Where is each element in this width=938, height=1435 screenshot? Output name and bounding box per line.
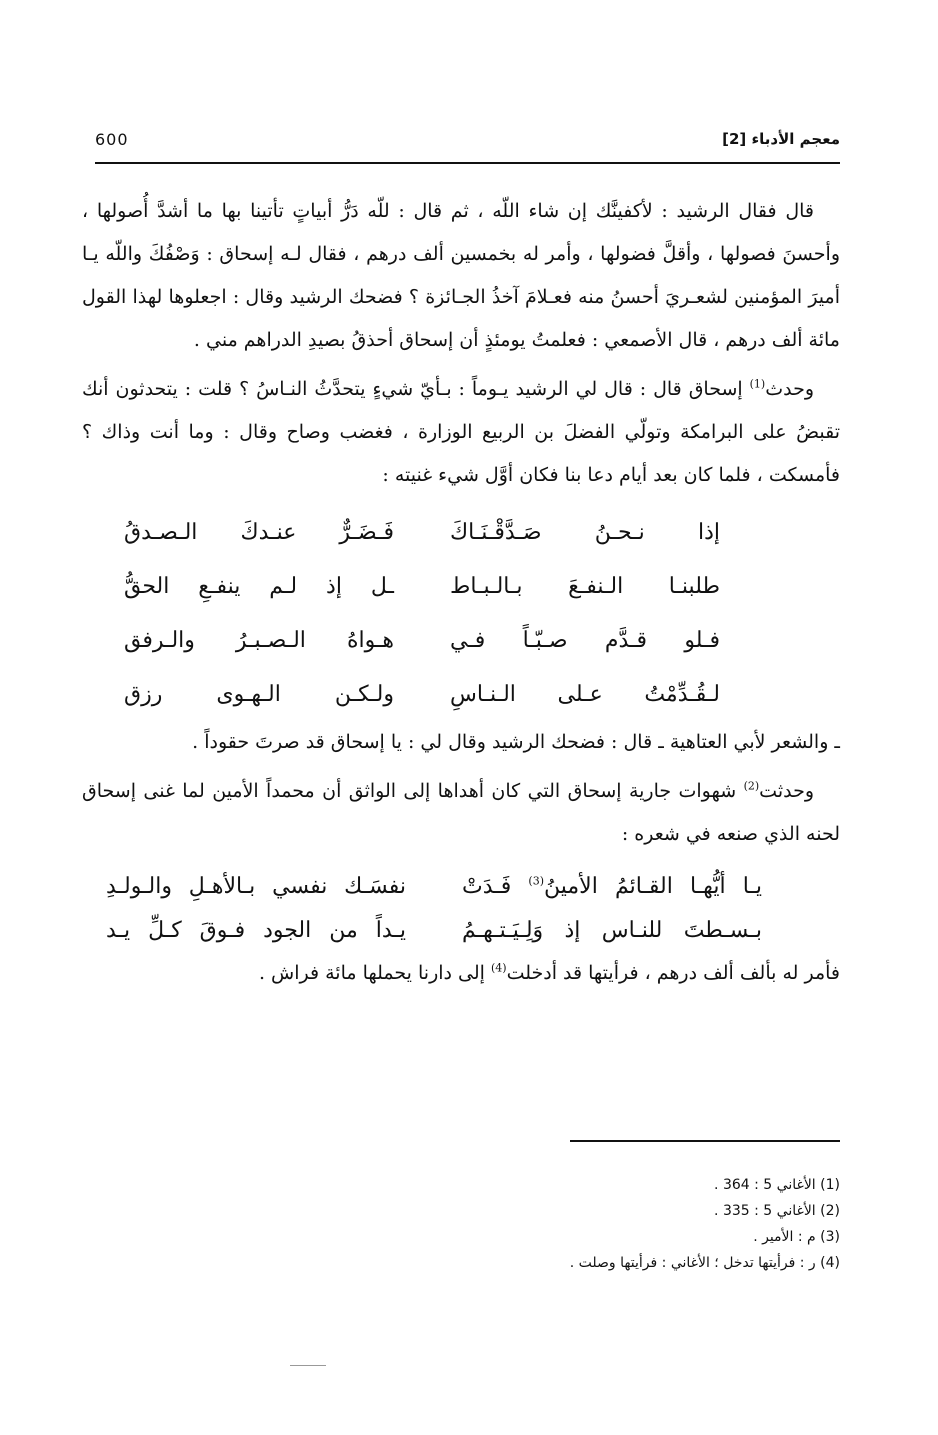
paragraph-3: ـ والشعر لأبي العتاهية ـ قال : فضحك الرشيد وقال لي : يا إسحاق قد صرتَ حقوداً . [192, 731, 840, 753]
verse-first-hemistich: يـا أيُّهـا القـائمُ الأمينُ$^{(3)}$ فَـدَتْ [462, 873, 763, 899]
scan-mark [290, 1365, 326, 1366]
footnotes [300, 1172, 840, 1276]
paragraph-1: قال فقال الرشيد : لأكفينَّك إن شاء اللّه ، ثم قال : للّه دَرُّ أبياتٍ تأتينا بها ما أشدَّ أُصولها ، وأحسنَ فصولها ، وأقلَّ فضولها ، وأمر له بخمسين ألف درهم ، فقال لـه إسحاق : وَصْفُكَ واللّه يـا أميرَ المؤمنين لشعـريَ أحسنُ منه فعـلامَ آخذُ الجـائزة ؟ فضحك الرشيد وقال : اجعلوها لهذا القول مائة ألف درهم ، قال الأصمعي : فعلمتُ يومئذٍ أن إسحاق أحذقُ بصيدِ الدراهم مني . [82, 200, 840, 351]
verse-second-hemistich: ـل إذ لـم ينفـعِ الحقُّ [124, 573, 394, 599]
poem-abu-al-atahiya [82, 505, 840, 721]
footnote-3: (3) م : الأمير . [753, 1229, 840, 1245]
poem-al-amin [82, 864, 840, 952]
verse-row [82, 667, 840, 721]
verse-first-hemistich: فـلو قـدَّم صـبّـاً فـي [450, 627, 720, 653]
page-number: 600 [95, 130, 129, 149]
running-title: معجم الأدباء [2] [722, 130, 840, 148]
verse-row [82, 505, 840, 559]
paragraph-5: فأمر له بألف ألف درهم ، فرأيتها قد أدخلت$^{(4)}$ إلى دارنا يحملها مائة فراش . [258, 961, 840, 984]
verse-second-hemistich: ولـكـن الـهـوى رزق [124, 681, 394, 707]
verse-row [82, 613, 840, 667]
main-text [82, 190, 840, 995]
paragraph-4: وحدثت$^{(2)}$ شهوات جارية إسحاق التي كان أهداها إلى الواثق أن محمداً الأمين لما غنى إسحاق لحنه الذي صنعه في شعره : [82, 779, 840, 845]
footnote-2: (2) الأغاني 5 : 335 . [714, 1203, 840, 1219]
verse-second-hemistich: فَـضَـرٌّ عنـدكَ الـصـدقُ [124, 519, 394, 545]
footnote-rule [570, 1140, 840, 1142]
verse-first-hemistich: طلبنـا الـنفـعَ بـالـبـاط [450, 573, 720, 599]
verse-first-hemistich: إذا نـحـنُ صَـدَّقْـنَـاكَ [450, 519, 720, 545]
footnote-marker: (1) [749, 377, 766, 391]
verse-first-hemistich: بـسـطتَ للنـاس إذ وَلِـيَـتـهـمُ [462, 917, 762, 943]
footnote-marker: (2) [743, 779, 760, 793]
paragraph-2: وحدث$^{(1)}$ إسحاق قال : قال لي الرشيد يـوماً : بـأيّ شيءٍ يتحدَّثُ النـاسُ ؟ قلت : يتحدثون أنك تقبضُ على البرامكة وتولّي الفضلَ بن الربيع الوزارة ، فغضب وصاح وقال : وما أنت وذاك ؟ فأمسكت ، فلما كان بعد أيام دعا بنا فكان أوَّل شيء غنيته : [82, 377, 840, 486]
verse-second-hemistich: هـواهُ الـصـبـرُ والـرفق [124, 627, 394, 653]
verse-second-hemistich: يـداً من الجود فـوقَ كـلِّ يـد [106, 917, 406, 943]
verse-first-hemistich: لـقُـدِّمْتُ عـلى الـنـاسِ [450, 681, 720, 707]
page-header [95, 130, 840, 158]
header-rule [95, 162, 840, 164]
verse-second-hemistich: نفسَـك نفسي بـالأهـلِ والـولـدِ [106, 873, 406, 899]
verse-row [82, 559, 840, 613]
verse-row [82, 864, 840, 908]
footnote-marker: (4) [490, 961, 507, 975]
footnote-marker: (3) [528, 874, 544, 888]
footnote-4: (4) ر : فرأيتها تدخل ؛ الأغاني : فرأيتها وصلت . [569, 1255, 840, 1271]
footnote-1: (1) الأغاني 5 : 364 . [714, 1177, 840, 1193]
verse-row [82, 908, 840, 952]
